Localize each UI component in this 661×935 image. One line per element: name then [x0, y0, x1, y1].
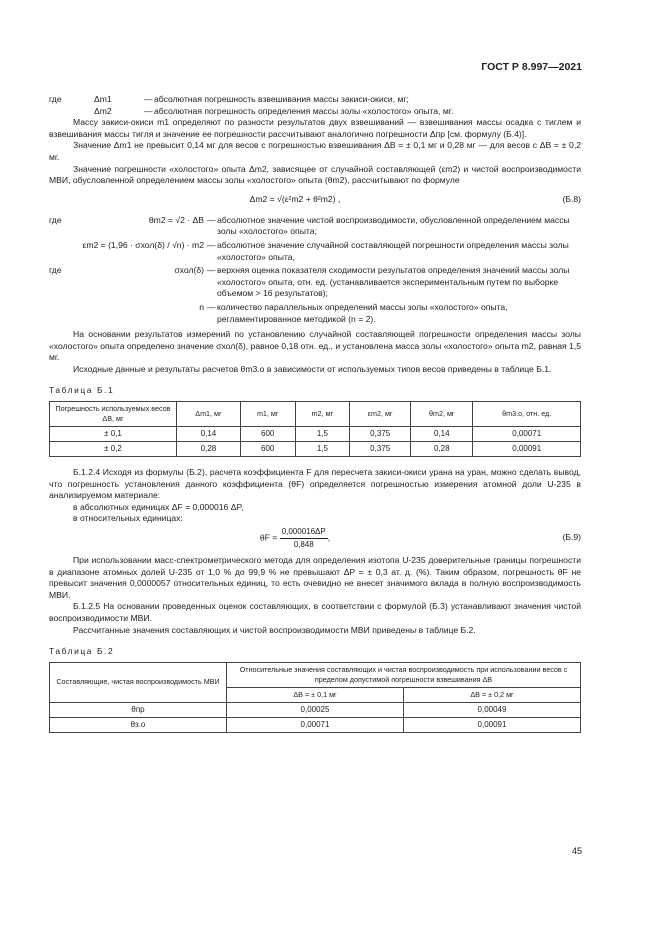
definition-text: верхняя оценка показателя сходимости результатов определения значений массы золы «холостого» опыта, отн. ед. (устанавливается экспериментальным путем по выборке объемом > 16 результатов);	[217, 265, 570, 299]
table-cell: 600	[240, 442, 295, 457]
table-cell: 0,00025	[227, 702, 404, 717]
definition-text: абсолютная погрешность взвешивания массы закиси-окиси, мг;	[154, 94, 409, 104]
equation-formula	[49, 526, 541, 550]
table-row	[50, 442, 581, 457]
table-cell: 0,00091	[404, 717, 581, 732]
symbol: n	[199, 301, 204, 312]
paragraph: Рассчитанные значения составляющих и чистой воспроизводимости МВИ приведены в таблице Б.2.	[73, 624, 476, 635]
column-header: Погрешность используемых весов ΔВ, мг	[50, 402, 177, 427]
table-cell: 0,28	[177, 442, 241, 457]
table-cell: 0,00091	[473, 442, 581, 457]
table-header-row	[50, 662, 581, 687]
table-title: Таблица Б.2	[49, 646, 115, 657]
standard-header: ГОСТ Р 8.997—2021	[481, 61, 582, 73]
column-group-header: Относительные значения составляющих и чистая воспроизводимость при использовании весов с пределом допустимой погрешности взвешивания ΔВ	[227, 662, 581, 687]
table-cell: θпр	[50, 702, 227, 717]
fraction-numerator: 0,000016ΔP	[280, 526, 328, 539]
symbol: εm2 = (1,96 · σхол(δ) / √n) · m2	[82, 239, 204, 250]
column-header: Составляющие, чистая воспроизводимость МВИ	[50, 662, 227, 702]
table-cell: 0,00049	[404, 702, 581, 717]
definition-text: количество параллельных определений массы золы «холостого» опыта, регламентированное методикой (n = 2).	[217, 301, 508, 324]
paragraph: На основании результатов измерений по установлению случайной составляющей погрешности определения массы золы «холостого» опыта определено значение σхол(δ), равное 0,18 отн. ед., и установлена масса золы «холостого» опыта m2, равная 1,5 мг.	[49, 329, 581, 363]
table-cell: 0,375	[350, 427, 411, 442]
column-header: m1, мг	[240, 402, 295, 427]
column-header: ΔВ = ± 0,1 мг	[227, 687, 404, 702]
table-cell: 600	[240, 427, 295, 442]
paragraph: Значение погрешности «холостого» опыта Δm2, зависящее от случайной составляющей (εm2) и чистой воспроизводимости МВИ, обусловленной определением массы золы «холостого» опыта (θm2), рассчитывают по формуле	[49, 163, 581, 186]
table-b2	[49, 662, 581, 733]
fraction-denominator: 0,848	[293, 539, 314, 549]
column-header: Δm1, мг	[177, 402, 241, 427]
paragraph: в относительных единицах:	[73, 513, 183, 524]
column-header: m2, мг	[295, 402, 350, 427]
table-header-row	[50, 402, 581, 427]
table-cell: 0,00071	[473, 427, 581, 442]
column-header: θm2, мг	[411, 402, 473, 427]
definition-row: где Δm1 — абсолютная погрешность взвешивания массы закиси-окиси, мг;	[49, 94, 409, 104]
fraction	[280, 526, 331, 550]
paragraph: в абсолютных единицах ΔF = 0,000016 ΔP,	[73, 501, 244, 512]
paragraph: Исходные данные и результаты расчетов θm3.о в зависимости от используемых типов весов приведены в таблице Б.1.	[73, 363, 552, 374]
table-cell: 0,28	[411, 442, 473, 457]
definition-row: n — количество параллельных определений массы золы «холостого» опыта, регламентированное методикой (n = 2).	[49, 302, 581, 325]
table-cell: 0,00071	[227, 717, 404, 732]
definition-text: абсолютное значение случайной составляющей погрешности определения массы золы «холостого» опыта,	[217, 239, 569, 262]
table-row	[50, 427, 581, 442]
column-header: ΔВ = ± 0,2 мг	[404, 687, 581, 702]
definition-text: абсолютное значение чистой воспроизводимости, обусловленной определением массы золы «холостого» опыта;	[217, 214, 570, 237]
table-row	[50, 717, 581, 732]
table-cell: 1,5	[295, 427, 350, 442]
page-number: 45	[572, 846, 583, 856]
paragraph: При использовании масс-спектрометрического метода для определения изотопа U-235 доверительные границы погрешности в диапазоне атомных долей U-235 от 1,0 % до 99,9 % не превышают ΔP = ± 0,3 ат. д. (%). Таким образом, погрешность θF не превысит значения 0,0000057 относительных единиц, то есть очевидно не внесет значимого вклада в полную воспроизводимость МВИ.	[49, 555, 581, 600]
table-cell: 0,14	[411, 427, 473, 442]
column-header: εm2, мг	[350, 402, 411, 427]
table-cell: θз.о	[50, 717, 227, 732]
table-cell: 0,14	[177, 427, 241, 442]
table-cell: ± 0,2	[50, 442, 177, 457]
equation-b9	[49, 525, 581, 551]
equation-number: (Б.8)	[562, 193, 581, 204]
symbol: θm2 = √2 · ΔВ	[148, 214, 204, 225]
table-cell: ± 0,1	[50, 427, 177, 442]
table-cell: 1,5	[295, 442, 350, 457]
symbol: Δm1	[94, 94, 112, 104]
where-label: где	[49, 265, 62, 276]
equation-lhs: θF =	[259, 532, 278, 543]
equation-tail: ,	[327, 532, 331, 543]
where-label: где	[49, 214, 62, 225]
paragraph: Б.1.2.4 Исходя из формулы (Б.2), расчета коэффициента F для пересчета закиси-окиси урана на уран, можно сделать вывод, что погрешность установления данного коэффициента (θF) определяется погрешностью измерения атомной доли U-235 в анализируемом материале:	[49, 467, 581, 501]
table-title: Таблица Б.1	[49, 385, 115, 396]
column-header: θm3.о, отн. ед.	[473, 402, 581, 427]
symbol: Δm2	[94, 105, 112, 116]
table-b1	[49, 401, 581, 457]
definition-text: абсолютная погрешность определения массы золы «холостого» опыта, мг.	[154, 105, 454, 116]
definition-row: где θm2 = √2 · ΔВ — абсолютное значение чистой воспроизводимости, обусловленной определением массы золы «холостого» опыта;	[49, 215, 581, 238]
symbol: σхол(δ)	[174, 265, 204, 276]
table-cell: 0,375	[350, 442, 411, 457]
definition-row: Δm2 — абсолютная погрешность определения массы золы «холостого» опыта, мг.	[94, 105, 454, 116]
paragraph: Массу закиси-окиси m1 определяют по разности результатов двух взвешиваний — взвешивания массы осадка с тиглем и взвешивания массы тигля и значение ее погрешности рассчитывают аналогично погрешности Δпр [см. формулу (Б.4)].	[49, 117, 581, 139]
page-body	[49, 94, 581, 733]
equation-number: (Б.9)	[562, 532, 581, 543]
definition-row: где σхол(δ) — верхняя оценка показателя сходимости результатов определения значений массы золы «холостого» опыта, отн. ед. (устанавливается экспериментальным путем по выборке объемом > 16 результатов);	[49, 265, 581, 300]
definition-row: εm2 = (1,96 · σхол(δ) / √n) · m2 — абсолютное значение случайной составляющей погрешности определения массы золы «холостого» опыта,	[49, 240, 581, 263]
equation-b8	[49, 187, 581, 213]
where-label: где	[49, 94, 62, 104]
paragraph: Значение Δm1 не превысит 0,14 мг для весов с погрешностью взвешивания ΔВ = ± 0,1 мг и 0,28 мг — для весов с ΔВ = ± 0,2 мг.	[49, 140, 581, 162]
table-row	[50, 702, 581, 717]
equation-formula: Δm2 = √(ε²m2 + θ²m2) ,	[249, 193, 341, 204]
paragraph: Б.1.2.5 На основании проведенных оценок составляющих, в соответствии с формулой (Б.3) устанавливают значения чистой воспроизводимости МВИ.	[49, 601, 581, 623]
